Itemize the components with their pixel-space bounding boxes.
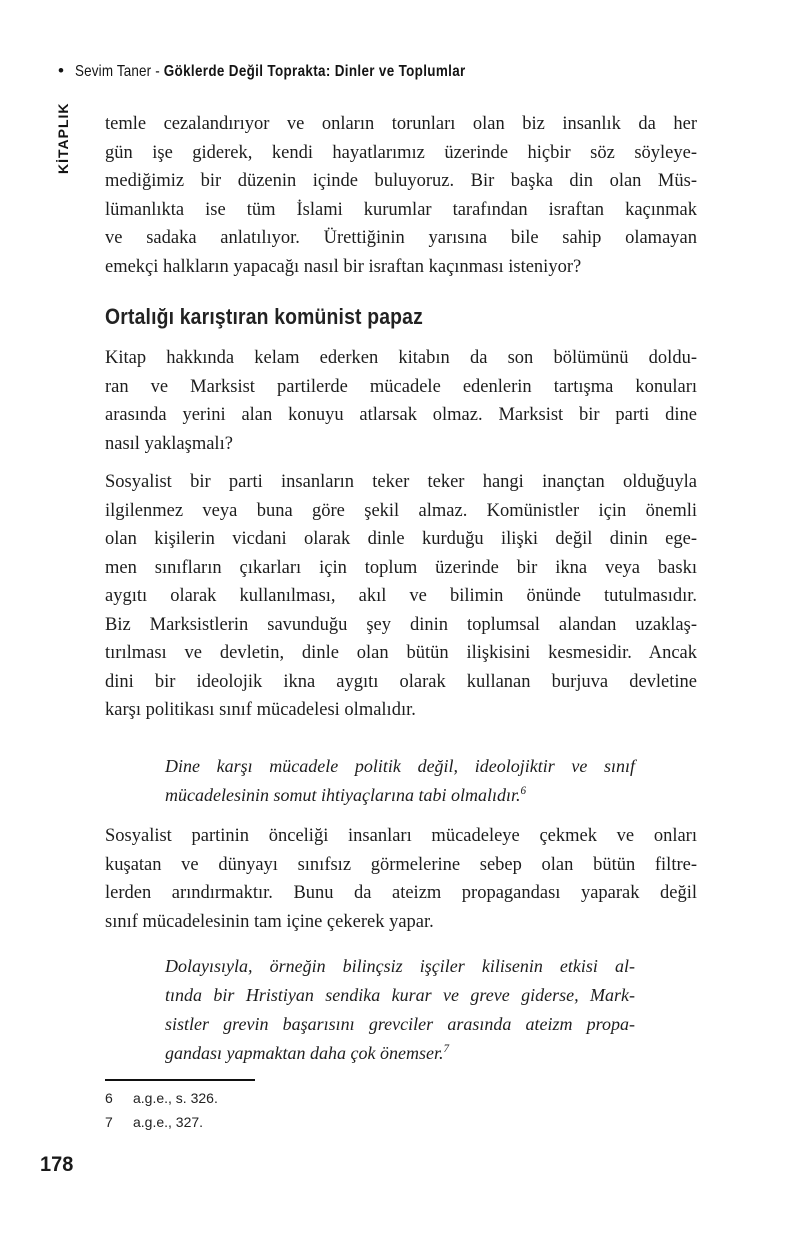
text-line: ilgilenmez veya buna göre şekil almaz. Komünistler için önemli [105,500,697,521]
footnote-row [105,1086,218,1110]
body-paragraph [105,344,697,458]
text-line: gandası yapmaktan daha çok önemser.$^7$ [165,1043,450,1063]
footnote-separator-line [105,1079,255,1081]
text-line: gün işe giderek, kendi hayatlarımız üzerinde hiçbir söz söyleye- [105,142,697,163]
text-line: Kitap hakkında kelam ederken kitabın da son bölümünü doldu- [105,348,697,368]
text-line: Dolayısıyla, örneğin bilinçsiz işçiler kilisenin etkisi al- [165,956,635,976]
footnote-number: 7 [105,1114,113,1130]
text-line: Dine karşı mücadele politik değil, ideolojiktir ve sınıf [165,756,635,776]
footnotes [105,1086,218,1134]
text-line: karşı politikası sınıf mücadelesi olmalıdır. [105,700,416,720]
body-paragraph [105,110,697,281]
running-header-text [75,62,466,82]
text-line: temle cezalandırıyor ve onların torunları olan biz insanlık da her [105,114,697,134]
text-line: Sosyalist partinin önceliği insanları mücadeleye çekmek ve onları [105,826,697,846]
series-label-kitaplik: KİTAPLIK [55,102,71,174]
book-title: Göklerde Değil Toprakta: Dinler ve Toplumlar [163,63,466,80]
text-line: arasında yerini alan konuyu atlarsak olmaz. Marksist bir parti dine [105,405,697,425]
text-line: sınıf mücadelesinin tam içine çekerek yapar. [105,911,434,932]
text-line: mediğimiz bir düzenin içinde buluyoruz. Bir başka din olan Müs- [105,171,697,191]
body-paragraph [105,468,697,725]
text-line: mücadelesinin somut ihtiyaçlarına tabi olmalıdır.$^6$ [165,785,527,805]
block-quote [165,952,635,1068]
text-column [105,110,697,1090]
text-line: tırılması ve devletin, dinle olan bütün ilişkisini kesmesidir. Ancak [105,643,697,663]
text-line: aygıtı olarak kullanılması, akıl ve bilimin önünde tutulmasıdır. [105,586,697,606]
block-quote [165,752,635,810]
text-line: dini bir ideolojik ikna aygıtı olarak kullanan burjuva devletine [105,671,697,692]
footnote-row [105,1110,218,1134]
text-line: Sosyalist bir parti insanların teker teker hangi inançtan olduğuyla [105,472,697,492]
page-number: 178 [40,1153,74,1176]
bullet-icon: • [58,61,64,80]
text-line: emekçi halkların yapacağı nasıl bir israftan kaçınması isteniyor? [105,256,582,277]
footnote-reference: 6 [520,785,527,797]
body-paragraph [105,822,697,936]
text-line: tında bir Hristiyan sendika kurar ve greve giderse, Mark- [165,985,635,1005]
text-line: lümanlıkta ise tüm İslami kurumlar tarafından israftan kaçınmak [105,199,697,220]
text-line: lerden arındırmaktır. Bunu da ateizm propagandası yaparak değil [105,883,697,903]
section-heading: Ortalığı karıştıran komünist papaz [105,304,423,329]
footnote-text: a.g.e., s. 326. [133,1090,218,1106]
text-line: men sınıfların çıkarları için toplum üzerinde bir ikna veya baskı [105,557,697,578]
text-line: olan kişilerin vicdani olarak dinle kurduğu ilişki değil dinin ege- [105,529,697,549]
footnote-number: 6 [105,1090,113,1106]
text-line: nasıl yaklaşmalı? [105,433,233,454]
text-line: sistler grevin başarısını grevciler arasında ateizm propa- [165,1014,635,1034]
running-header [58,62,540,82]
author-name: Sevim Taner [74,63,152,80]
text-line: Biz Marksistlerin savunduğu şey dinin toplumsal alandan uzaklaş- [105,614,697,635]
text-line: ran ve Marksist partilerde mücadele edenlerin tartışma konuları [105,376,697,397]
text-line: kuşatan ve dünyayı sınıfsız görmelerine sebep olan bütün filtre- [105,854,697,875]
footnote-reference: 7 [443,1043,450,1055]
header-separator: - [151,63,164,80]
text-line: ve sadaka anlatılıyor. Ürettiğinin yarısına bile sahip olamayan [105,228,697,248]
footnote-text: a.g.e., 327. [133,1114,204,1130]
